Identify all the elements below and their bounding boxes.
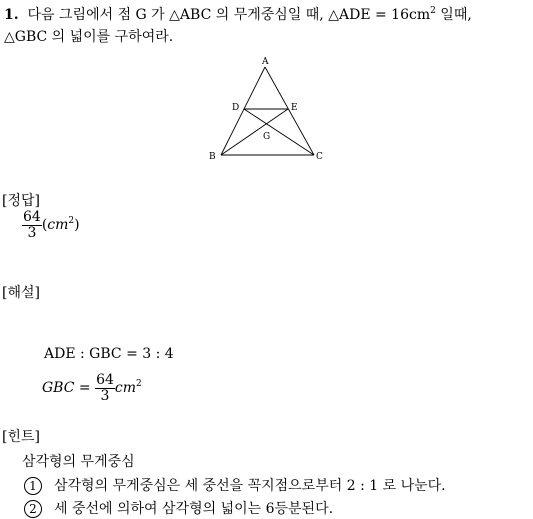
explanation-gbc: [42, 373, 142, 403]
problem-number: 1.: [4, 7, 19, 23]
answer-open-paren: (: [41, 217, 48, 234]
hint-item-1-text: 삼각형의 무게중심은 세 중선을 꼭지점으로부터 2 : 1 로 나눈다.: [54, 478, 446, 494]
answer-close-paren: ): [74, 217, 80, 234]
hint-item-2: [24, 498, 333, 518]
answer-unit-sup: 2: [68, 216, 75, 227]
explanation-numerator: 64: [96, 372, 114, 388]
explanation-unit: cm: [114, 380, 137, 397]
label-a: A: [262, 57, 269, 67]
explanation-ratio: ADE : GBC = 3 : 4: [44, 346, 174, 362]
hint-heading: [힌트]: [2, 429, 40, 445]
answer-heading: [정답]: [2, 193, 40, 209]
problem-text-1b: 일때,: [435, 7, 472, 23]
side-ac: [265, 67, 314, 155]
answer-fraction: [22, 210, 42, 240]
explanation-fraction: [95, 373, 115, 403]
triangle-figure: [200, 55, 340, 165]
problem-line-2: △GBC 의 넓이를 구하여라.: [4, 29, 174, 45]
side-ab: [221, 67, 265, 155]
hint-item-2-text: 세 중선에 의하여 삼각형의 넓이는 6등분된다.: [54, 501, 334, 517]
hint-item-1: [24, 475, 446, 495]
answer-numerator: 64: [23, 209, 41, 225]
problem-text-1: 다음 그림에서 점 G 가 △ABC 의 무게중심일 때, △ADE = 16cm: [27, 7, 431, 23]
problem-line-1: [4, 4, 472, 24]
explanation-unit-sup: 2: [136, 379, 142, 390]
label-d: D: [232, 103, 240, 113]
answer-unit: cm: [47, 217, 69, 234]
label-e: E: [291, 103, 298, 113]
circled-number-2: 2: [24, 500, 42, 518]
explanation-gbc-lhs: GBC =: [42, 380, 91, 397]
explanation-denominator: 3: [100, 387, 110, 404]
label-g: G: [263, 132, 271, 142]
circled-number-1: 1: [24, 477, 42, 495]
explanation-heading: [해설]: [2, 285, 40, 301]
label-b: B: [209, 152, 216, 162]
label-c: C: [316, 152, 323, 162]
answer-value: [22, 210, 80, 240]
hint-title: 삼각형의 무게중심: [22, 454, 135, 470]
problem-sup: 2: [430, 6, 436, 16]
answer-denominator: 3: [27, 224, 37, 241]
